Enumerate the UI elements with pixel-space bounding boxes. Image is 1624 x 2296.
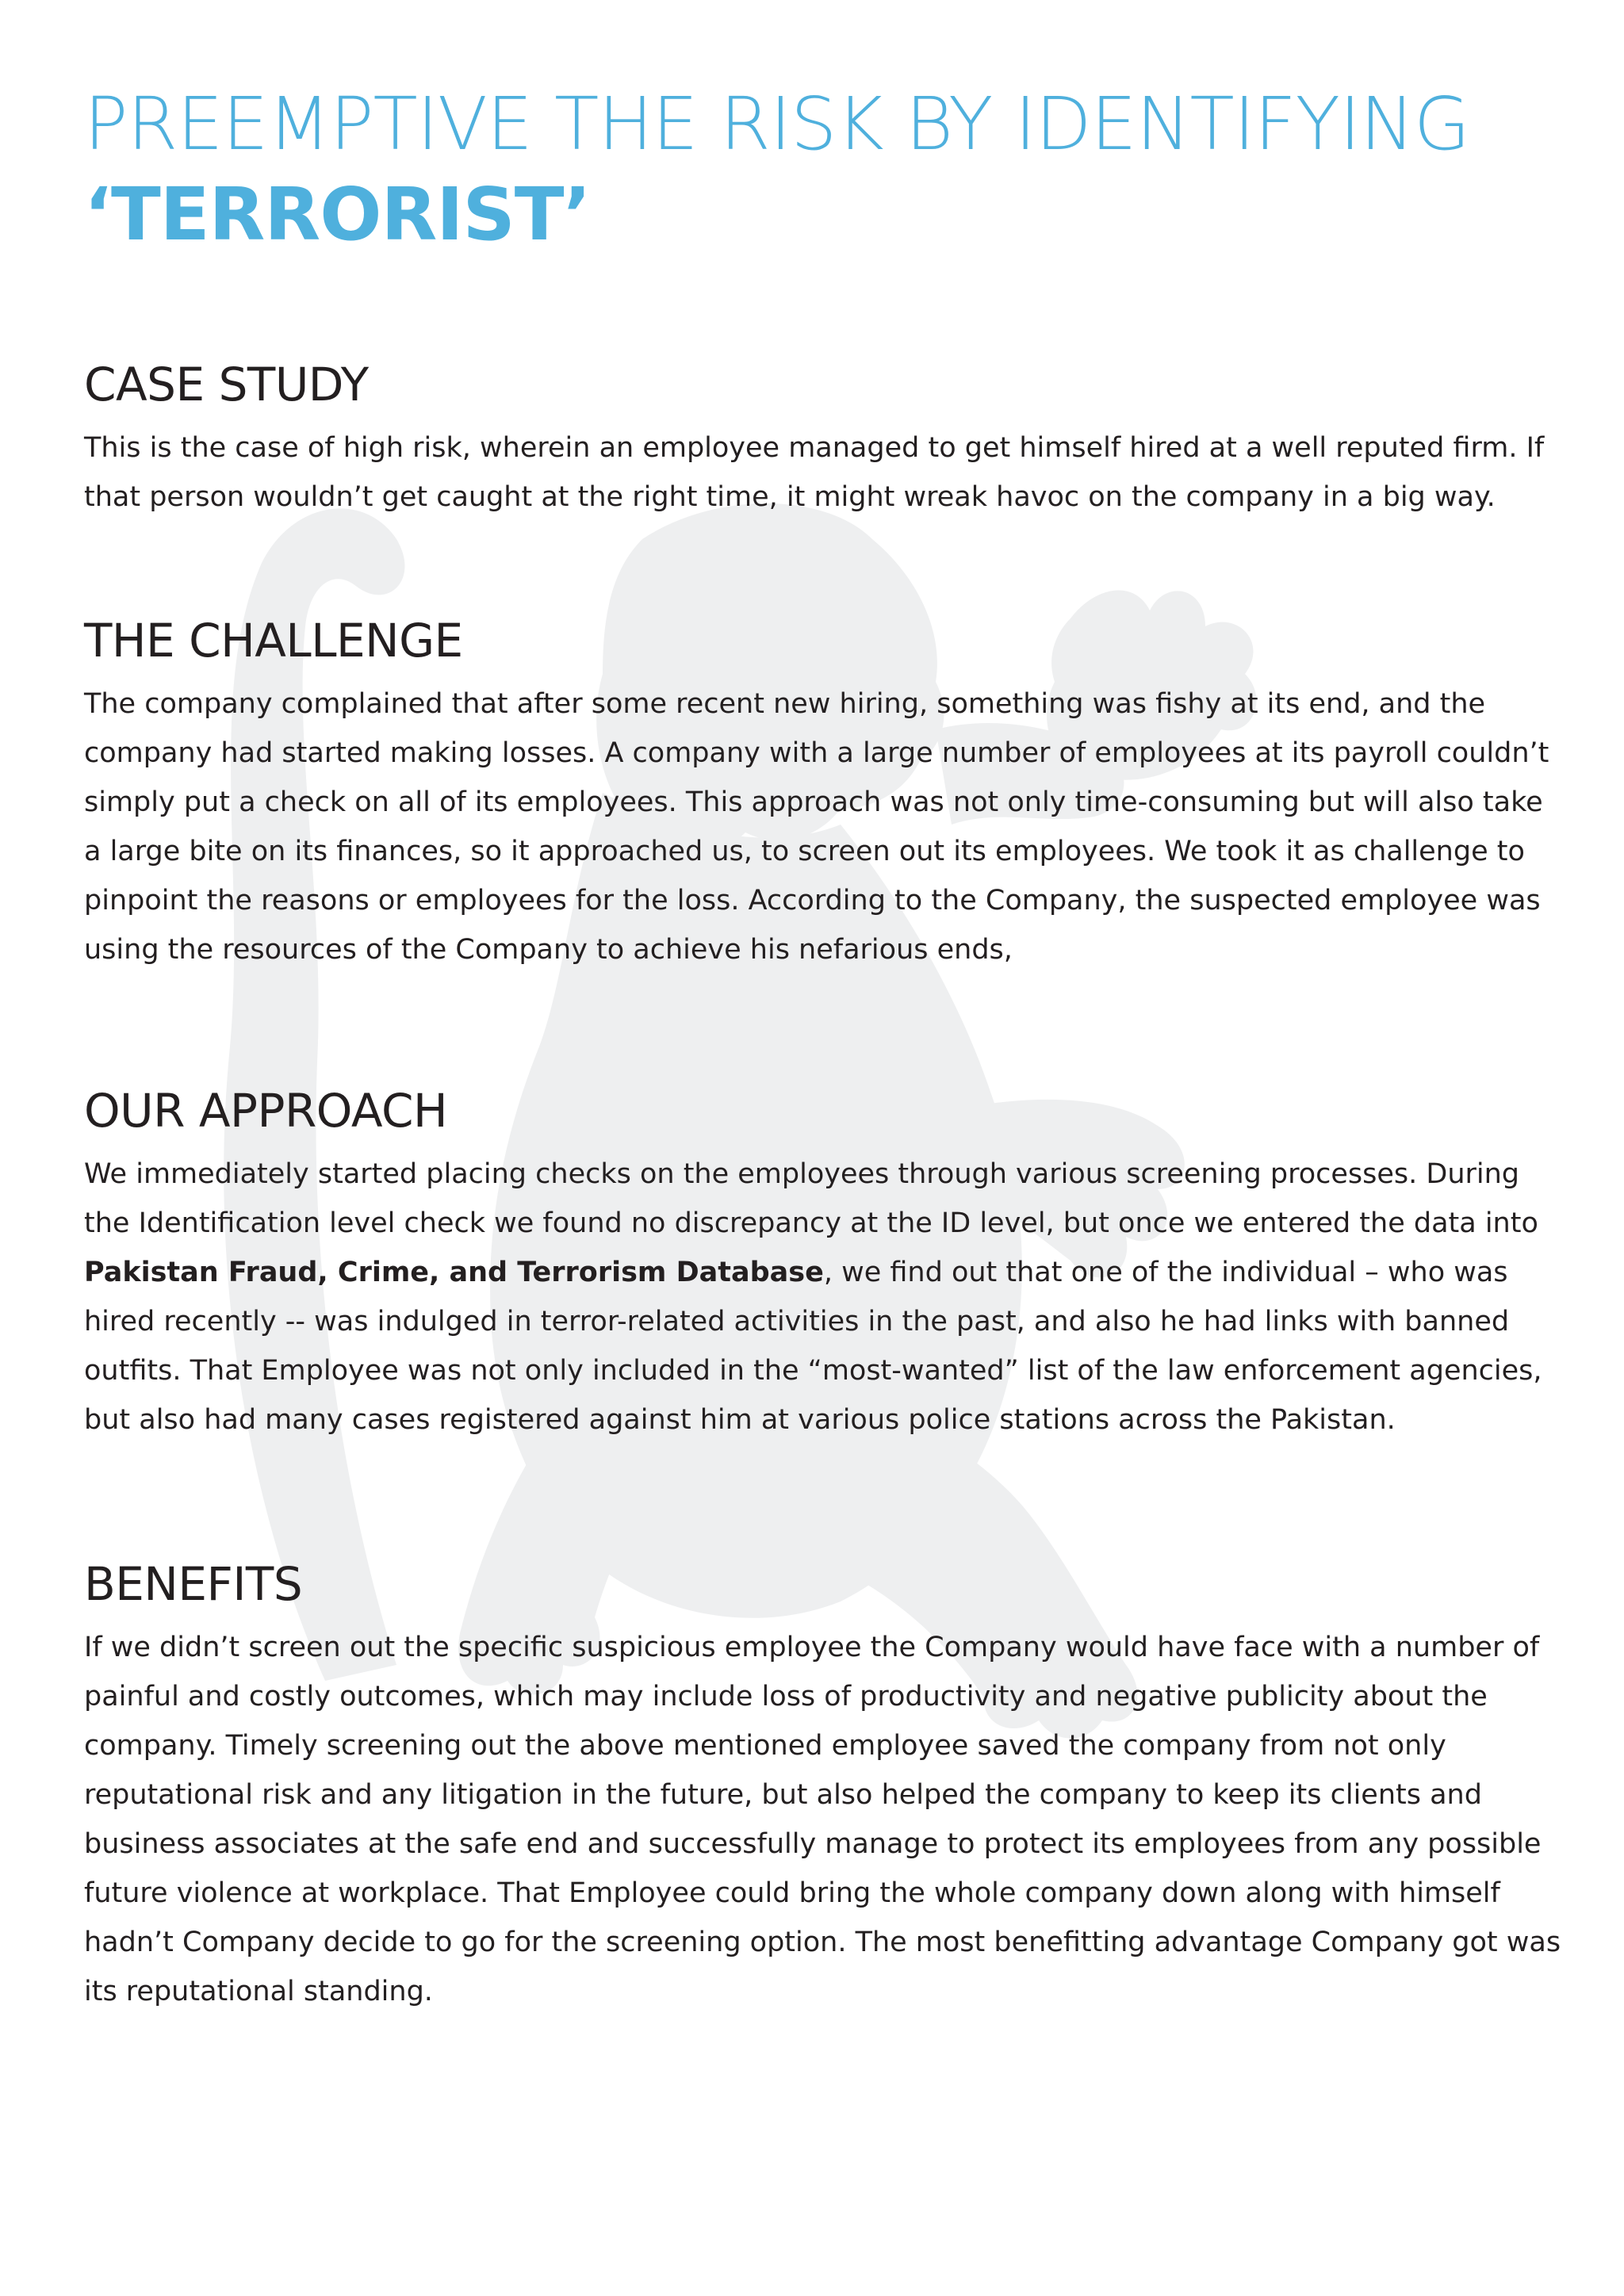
document-title xyxy=(84,79,1567,260)
benefits-heading: BENEFITS xyxy=(84,1557,303,1611)
challenge-body: The company complained that after some recent new hiring, something was fishy at its end, and the company had started making losses. A company with a large number of employees at its payroll couldn’t simply put a check on all of its employees. This approach was not only time-consuming but will also take a large bite on its finances, so it approached us, to screen out its employees. We took it as challenge to pinpoint the reasons or employees for the loss. According to the Company, the suspected employee was using the resources of the Company to achieve his nefarious ends, xyxy=(84,688,1549,966)
approach-heading: OUR APPROACH xyxy=(84,1084,448,1138)
challenge-section xyxy=(84,613,1567,974)
approach-body-part-1: We immediately started placing checks on the employees through various screening processes. During the Identification level check we found no discrepancy at the ID level, but once we entered the data into xyxy=(84,1158,1538,1239)
approach-body xyxy=(84,1150,1567,1445)
benefits-body: If we didn’t screen out the specific suspicious employee the Company would have face with a number of painful and costly outcomes, which may include loss of productivity and negative publicity about the company. Timely screening out the above mentioned employee saved the company from not only reputational risk and any litigation in the future, but also helped the company to keep its clients and business associates at the safe end and successfully manage to protect its employees from any possible future violence at workplace. That Employee could bring the whole company down along with himself hadn’t Company decide to go for the screening option. The most benefitting advantage Company got was its reputational standing. xyxy=(84,1632,1561,2007)
approach-body-part-2: , we find out that one of the individual – who was hired recently -- was indulged in terror-related activities in the past, and also he had links with banned outfits. That Employee was not only included in the “most-wanted” list of the law enforcement agencies, but also had many cases registered against him at various police stations across the Pakistan. xyxy=(84,1257,1542,1436)
approach-section xyxy=(84,1083,1567,1445)
title-line-2: ‘TERRORIST’ xyxy=(84,172,591,257)
document-page xyxy=(84,79,1567,2007)
case-study-heading: CASE STUDY xyxy=(84,358,369,411)
case-study-body: This is the case of high risk, wherein an employee managed to get himself hired at a well reputed firm. If that person wouldn’t get caught at the right time, it might wreak havoc on the company in a big way. xyxy=(84,432,1545,513)
case-study-section xyxy=(84,357,1567,522)
benefits-section xyxy=(84,1556,1567,2016)
challenge-heading: THE CHALLENGE xyxy=(84,614,463,668)
database-name: Pakistan Fraud, Crime, and Terrorism Database xyxy=(84,1257,824,1288)
title-line-1: PREEMPTIVE THE RISK BY IDENTIFYING xyxy=(84,82,1470,166)
